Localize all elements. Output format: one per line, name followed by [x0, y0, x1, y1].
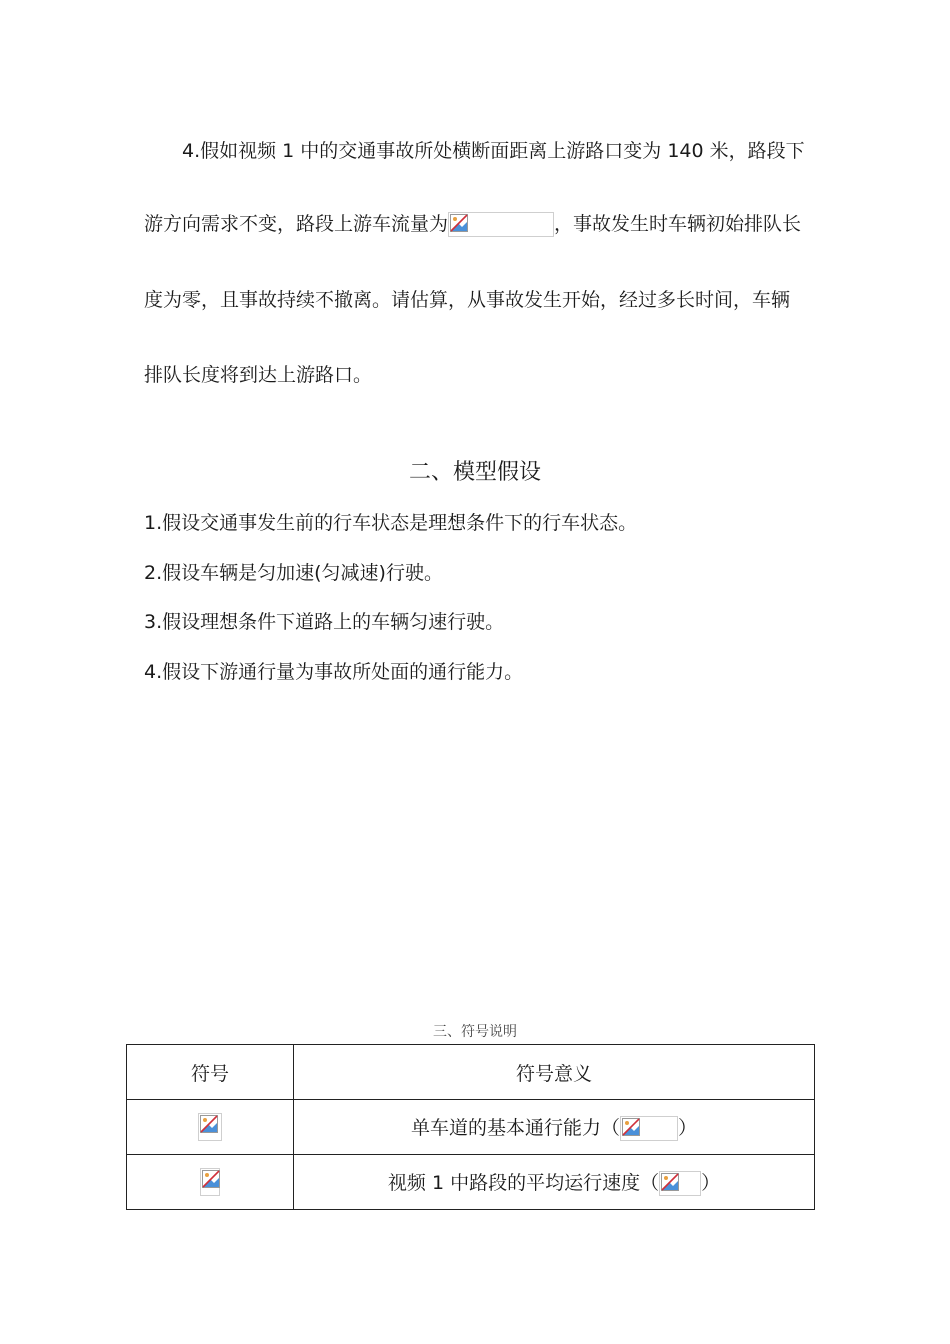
symbol-cell — [127, 1100, 294, 1155]
broken-image-icon — [448, 212, 554, 237]
table-row — [127, 1155, 815, 1210]
image-placeholder-icon — [200, 1115, 218, 1133]
question4-line2-after: ，事故发生时车辆初始排队长 — [554, 213, 802, 235]
question4-line4: 排队长度将到达上游路口。 — [144, 364, 373, 386]
assumption-item: 4.假设下游通行量为事故所处面的通行能力。 — [144, 661, 524, 683]
meaning-text: 视频 1 中路段的平均运行速度（ — [387, 1172, 660, 1194]
table-row — [127, 1100, 815, 1155]
assumption-item: 3.假设理想条件下道路上的车辆匀速行驶。 — [144, 611, 505, 633]
header-meaning: 符号意义 — [294, 1045, 815, 1100]
section3-title: 三、符号说明 — [433, 1024, 517, 1040]
meaning-text: 单车道的基本通行能力（ — [410, 1117, 620, 1139]
broken-image-icon — [198, 1113, 222, 1141]
broken-image-icon — [200, 1168, 220, 1196]
image-placeholder-icon — [622, 1118, 640, 1136]
image-placeholder-icon — [450, 214, 468, 232]
image-placeholder-icon — [661, 1173, 679, 1191]
question4-line1: 4.假如视频 1 中的交通事故所处横断面距离上游路口变为 140 米，路段下 — [182, 140, 805, 162]
question4-line2-before: 游方向需求不变，路段上游车流量为 — [144, 213, 449, 235]
assumption-item: 2.假设车辆是匀加速(匀减速)行驶。 — [144, 562, 443, 584]
symbol-table — [126, 1044, 815, 1210]
image-placeholder-icon — [202, 1170, 220, 1188]
table-header-row — [127, 1045, 815, 1100]
broken-image-icon — [620, 1116, 678, 1141]
meaning-close: ） — [701, 1172, 721, 1194]
meaning-close: ） — [678, 1117, 698, 1139]
meaning-cell — [294, 1100, 815, 1155]
question4-line3: 度为零，且事故持续不撤离。请估算，从事故发生开始，经过多长时间，车辆 — [144, 289, 791, 311]
question4-line2 — [144, 211, 801, 237]
assumption-item: 1.假设交通事发生前的行车状态是理想条件下的行车状态。 — [144, 512, 638, 534]
meaning-cell — [294, 1155, 815, 1210]
broken-image-icon — [659, 1171, 701, 1196]
section2-title: 二、模型假设 — [408, 460, 541, 485]
symbol-cell — [127, 1155, 294, 1210]
header-symbol: 符号 — [127, 1045, 294, 1100]
